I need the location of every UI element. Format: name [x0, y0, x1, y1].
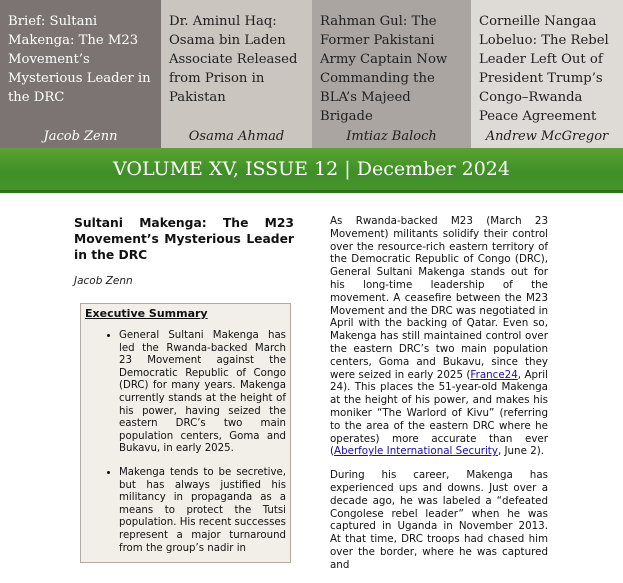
header-article-1[interactable]	[0, 0, 161, 148]
header-article-author: Andrew McGregor	[485, 129, 609, 144]
article-title: Sultani Makenga: The M23 Movement’s Mysterious Leader in the DRC	[74, 216, 294, 262]
header-article-author: Imtiaz Baloch	[346, 129, 437, 144]
header-article-2[interactable]	[161, 0, 312, 148]
body-paragraph-1	[330, 215, 548, 458]
header-article-author: Osama Ahmad	[188, 129, 285, 144]
header-banner	[0, 0, 623, 148]
body-text: As Rwanda-backed M23 (March 23 Movement) militants solidify their control over the resource-rich eastern territory of the Democratic Republic of Congo (DRC), General Sultani Makenga stands out for his long-time leadership of the movement. A ceasefire between the M23 Movement and the DRC was negotiated in April with the backing of Qatar. Even so, Makenga has still maintained control over the eastern DRC’s two main population centers, Goma and Bukavu, since they were seized in early 2025 (	[330, 215, 548, 381]
list-item: • General Sultani Makenga has led the Rwanda-backed March 23 Movement against the Democratic Republic of Congo (DRC) for many years. Makenga currently stands at the height of his power, having seized the eastern DRC’s two main population centers, Goma and Bukavu, in early 2025.	[119, 330, 286, 456]
article-body	[330, 215, 548, 583]
header-article-title: Brief: Sultani Makenga: The M23 Movement’s Mysterious Leader in the DRC	[8, 14, 151, 105]
executive-summary-list	[85, 330, 286, 555]
banner-divider	[0, 190, 623, 193]
executive-summary-box	[80, 303, 291, 563]
header-article-3[interactable]	[312, 0, 471, 148]
body-text: , April 24). This places the 51-year-old Makenga at the height of his power, and makes his moniker “The Warlord of Kivu” (referring to the area of the eastern DRC where he operates) more accurate than ever (	[330, 368, 548, 458]
source-link-aberfoyle[interactable]: Aberfoyle International Security	[334, 445, 498, 458]
header-article-title: Rahman Gul: The Former Pakistani Army Captain Now Commanding the BLA’s Majeed Brigade	[320, 14, 448, 124]
issue-banner: VOLUME XV, ISSUE 12 | December 2024	[0, 148, 623, 190]
article-byline: Jacob Zenn	[74, 275, 133, 287]
executive-summary-heading: Executive Summary	[85, 307, 208, 320]
header-article-author: Jacob Zenn	[43, 129, 118, 144]
source-link-france24[interactable]: France24	[470, 368, 518, 381]
body-paragraph-2: During his career, Makenga has experienced ups and downs. Just over a decade ago, he was labeled a “defeated Congolese rebel leader” when he was captured in Uganda in November 2013. At that time, DRC troops had chased him over the border, where he was captured and	[330, 469, 548, 571]
header-article-4[interactable]	[471, 0, 623, 148]
header-article-title: Dr. Aminul Haq: Osama bin Laden Associate Released from Prison in Pakistan	[169, 14, 298, 105]
article-heading-block	[74, 215, 294, 287]
header-article-title: Corneille Nangaa Lobeluo: The Rebel Leader Left Out of President Trump’s Congo–Rwanda Peace Agreement	[479, 14, 609, 124]
list-item: • Makenga tends to be secretive, but has always justified his militancy in propaganda as a means to protect the Tutsi population. His recent successes represent a major turnaround from the group’s nadir in	[119, 467, 286, 555]
body-text: , June 2).	[497, 445, 545, 458]
